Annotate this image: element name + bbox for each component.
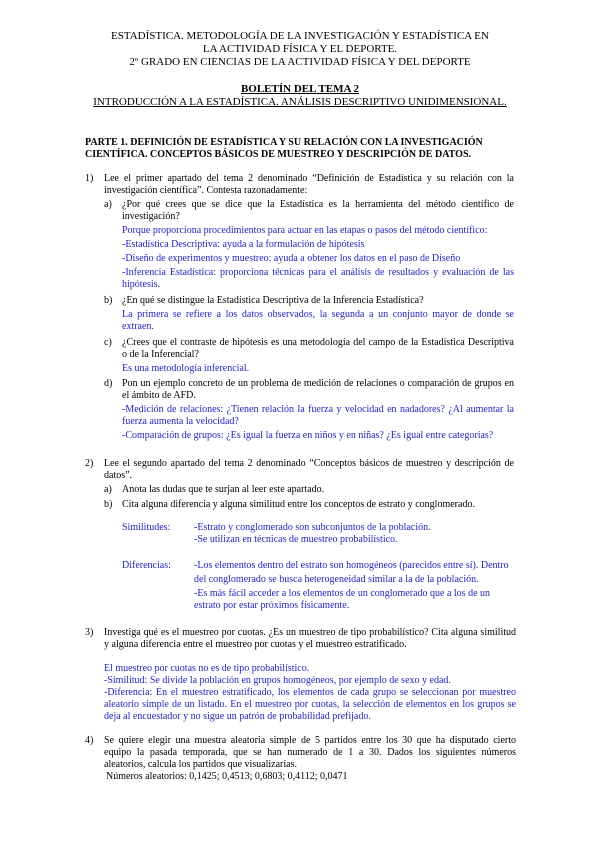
q1b-text-line-1: ¿En qué se distingue la Estadística Descriptiva de la Inferencia Estadística? — [122, 295, 424, 306]
q3-text-line-1: Investiga qué es el muestreo por cuotas. ¿Es un muestreo de tipo probabilístico? Cita alguna similitud — [104, 627, 516, 638]
diferencias-label: Diferencias: — [122, 560, 171, 571]
q1a-answer-line-5: hipótesis. — [122, 279, 161, 290]
q1b-answer-line-1: La primera se refiere a los datos observados, la segunda a un conjunto mayor de donde se — [122, 309, 514, 320]
q2a-text: Anota las dudas que te surjan al leer este apartado. — [122, 484, 325, 495]
q1d-label: d) — [104, 378, 113, 389]
q1-text-line-1: Lee el primer apartado del tema 2 denominado “Definición de Estadística y su relación con la — [104, 173, 514, 184]
part1-heading-line-2: CIENTÍFICA. CONCEPTOS BÁSICOS DE MUESTREO Y DESCRIPCIÓN DE DATOS. — [85, 149, 472, 160]
q1d-answer-line-1: -Medición de relaciones: ¿Tienen relación la fuerza y velocidad en nadadores? ¿Al aumentar la — [122, 404, 514, 415]
q1a-answer-line-2: -Estadística Descriptiva: ayuda a la formulación de hipótesis — [122, 239, 365, 250]
q1c-label: c) — [104, 337, 112, 348]
q1a-answer-line-4: -Inferencia Estadística: proporciona técnicas para el análisis de resultados y evaluación de las — [122, 267, 514, 278]
diferencia-line-1: -Los elementos dentro del estrato son homogéneos (parecidos entre sí). Dentro — [194, 560, 509, 571]
q4-text-line-1: Se quiere elegir una muestra aleatoria simple de 5 partidos entre los 30 que ha disputado cierto — [104, 735, 516, 746]
q4-text-line-2: equipo la pasada temporada, que se han numerado de 1 a 30. Dados los siguientes números — [104, 747, 516, 758]
q3-answer-line-5: deja al encuestador y no sigue un patrón de probabilidad prefijado. — [104, 711, 371, 722]
q1d-answer-line-3: -Comparación de grupos: ¿Es igual la fuerza en niños y en niñas? ¿Es igual entre categorías? — [122, 430, 494, 441]
q1a-answer-line-3: -Diseño de experimentos y muestreo: ayuda a obtener los datos en el paso de Diseño — [122, 253, 461, 264]
similitud-line-2: -Se utilizan en técnicas de muestreo probabilístico. — [194, 534, 398, 545]
bulletin-subtitle: INTRODUCCIÓN A LA ESTADÍSTICA. ANÁLISIS DESCRIPTIVO UNIDIMENSIONAL. — [93, 96, 507, 108]
q1-number: 1) — [85, 173, 94, 184]
similitudes-label: Similitudes: — [122, 522, 171, 533]
q1d-answer-line-2: fuerza aumenta la velocidad? — [122, 416, 239, 427]
q2b-text: Cita alguna diferencia y alguna similitud entre los conceptos de estrato y conglomerado. — [122, 499, 475, 510]
course-title-line-2: LA ACTIVIDAD FÍSICA Y EL DEPORTE. — [202, 43, 398, 55]
diferencia-line-2: del conglomerado se busca heterogeneidad similar a la de la población. — [194, 574, 479, 585]
q2a-label: a) — [104, 484, 112, 495]
q4-number: 4) — [85, 735, 94, 746]
q1a-text-line-1: ¿Por qué crees que se dice que la Estadística es la herramienta del método científico de — [122, 199, 514, 210]
q1d-text-line-1: Pon un ejemplo concreto de un problema de medición de relaciones o comparación de grupos en — [122, 378, 514, 389]
q2-number: 2) — [85, 458, 94, 469]
q3-number: 3) — [85, 627, 94, 638]
q1c-answer-line-1: Es una metodología inferencial. — [122, 363, 250, 374]
q3-answer-line-2: -Similitud: Se divide la población en grupos homogéneos, por ejemplo de sexo y edad. — [104, 675, 451, 686]
similitud-line-1: -Estrato y conglomerado son subconjuntos de la población. — [194, 522, 431, 533]
q1c-text-line-2: o de la Inferencial? — [122, 349, 199, 360]
diferencia-line-3: -Es más fácil acceder a los elementos de un conglomerado que a los de un — [194, 588, 491, 599]
bulletin-title: BOLETÍN DEL TEMA 2 — [240, 83, 360, 95]
q3-answer-line-1: El muestreo por cuotas no es de tipo probabilístico. — [104, 663, 310, 674]
course-title-line-1: ESTADÍSTICA. METODOLOGÍA DE LA INVESTIGACIÓN Y ESTADÍSTICA EN — [111, 30, 489, 42]
q3-answer-line-3: -Diferencia: En el muestreo estratificado, los elementos de cada grupo se seleccionan por muestreo — [104, 687, 516, 698]
q2b-label: b) — [104, 499, 113, 510]
q4-text-line-3: aleatorios, calcula los partidos que visualizarías. — [104, 759, 297, 770]
random-numbers-line: Números aleatorios: 0,1425; 0,4513; 0,6803; 0,4112; 0,0471 — [106, 771, 348, 782]
q3-text-line-2: y alguna diferencia entre el muestreo por cuotas y el muestreo estratificado. — [104, 639, 407, 650]
q3-answer-line-4: aleatorio simple de un listado. En el muestreo por cuotas, la selección de elementos en los grupos se — [104, 699, 516, 710]
part1-heading-line-1: PARTE 1. DEFINICIÓN DE ESTADÍSTICA Y SU RELACIÓN CON LA INVESTIGACIÓN — [85, 137, 483, 148]
degree-line: 2º GRADO EN CIENCIAS DE LA ACTIVIDAD FÍSICA Y DEL DEPORTE — [129, 56, 471, 68]
q1a-label: a) — [104, 199, 112, 210]
q1c-text-line-1: ¿Crees que el contraste de hipótesis es una metodología del campo de la Estadística Descriptiva — [122, 337, 514, 348]
q1b-label: b) — [104, 295, 113, 306]
q1d-text-line-2: el ámbito de AFD. — [122, 390, 196, 401]
q2-text-line-2: datos”. — [104, 470, 133, 481]
q1a-text-line-2: investigación? — [122, 211, 180, 222]
q2-text-line-1: Lee el segundo apartado del tema 2 denominado “Conceptos básicos de muestreo y descripción de — [104, 458, 514, 469]
q1b-answer-line-2: extraen. — [122, 321, 154, 332]
diferencia-line-4: estrato por estar próximos físicamente. — [194, 600, 350, 611]
q1-text-line-2: investigación científica”. Contesta razonadamente: — [104, 185, 308, 196]
q1a-answer-line-1: Porque proporciona procedimientos para actuar en las etapas o pasos del método científico: — [122, 225, 488, 236]
